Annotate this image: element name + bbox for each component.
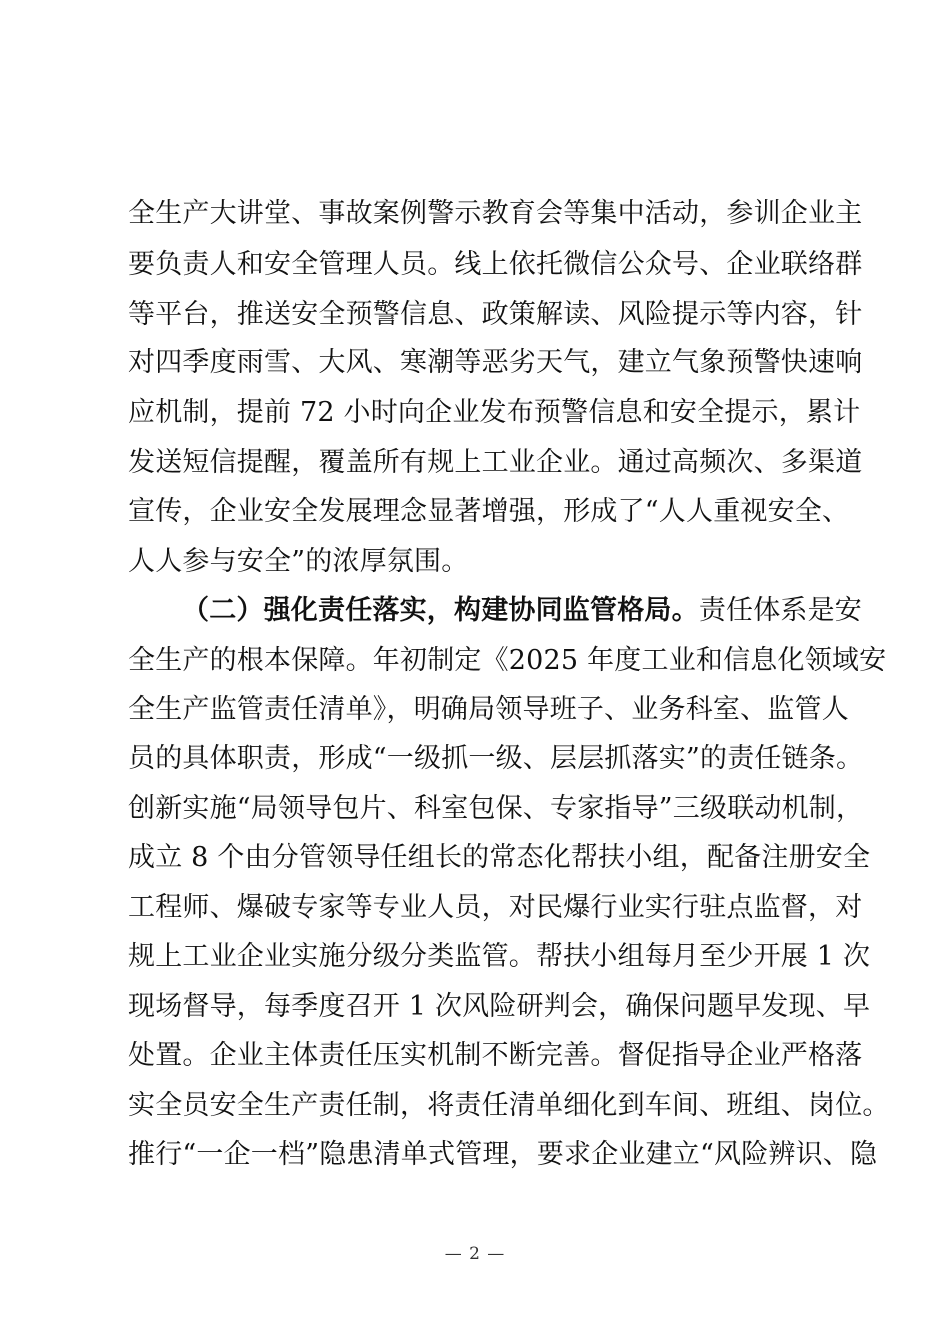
section-heading-line (182, 586, 882, 635)
body-line: 全生产的根本保障。年初制定《2025 年度工业和信息化领域安 (128, 645, 887, 676)
body-line: 工程师、爆破专家等专业人员，对民爆行业实行驻点监督，对 (128, 892, 863, 923)
section-heading-continuation: 责任体系是安 (698, 595, 863, 626)
body-line: 全生产监管责任清单》，明确局领导班子、业务科室、监管人 (128, 694, 849, 725)
body-line: 等平台，推送安全预警信息、政策解读、风险提示等内容，针 (128, 299, 863, 330)
page-number: — 2 — (444, 1244, 506, 1264)
body-line: 成立 8 个由分管领导任组长的常态化帮扶小组，配备注册安全 (128, 842, 871, 873)
body-line: 全生产大讲堂、事故案例警示教育会等集中活动，参训企业主 (128, 198, 863, 229)
body-line: 宣传，企业安全发展理念显著增强，形成了“人人重视安全、 (128, 496, 850, 527)
body-line: 现场督导，每季度召开 1 次风险研判会，确保问题早发现、早 (128, 991, 871, 1022)
body-line: 员的具体职责，形成“一级抓一级、层层抓落实”的责任链条。 (128, 743, 864, 774)
section-heading: （二）强化责任落实，构建协同监管格局。 (182, 595, 699, 626)
body-line: 要负责人和安全管理人员。线上依托微信公众号、企业联络群 (128, 249, 863, 280)
body-line: 处置。企业主体责任压实机制不断完善。督促指导企业严格落 (128, 1040, 863, 1071)
body-line: 规上工业企业实施分级分类监管。帮扶小组每月至少开展 1 次 (128, 941, 871, 972)
body-line: 人人参与安全”的浓厚氛围。 (128, 546, 469, 577)
body-line: 应机制，提前 72 小时向企业发布预警信息和安全提示，累计 (128, 397, 861, 428)
body-line: 推行“一企一档”隐患清单式管理，要求企业建立“风险辨识、隐 (128, 1139, 878, 1170)
body-line: 对四季度雨雪、大风、寒潮等恶劣天气，建立气象预警快速响 (128, 347, 863, 378)
body-line: 发送短信提醒，覆盖所有规上工业企业。通过高频次、多渠道 (128, 447, 863, 478)
body-line: 创新实施“局领导包片、科室包保、专家指导”三级联动机制， (128, 793, 864, 824)
body-line: 实全员安全生产责任制，将责任清单细化到车间、班组、岗位。 (128, 1090, 890, 1121)
